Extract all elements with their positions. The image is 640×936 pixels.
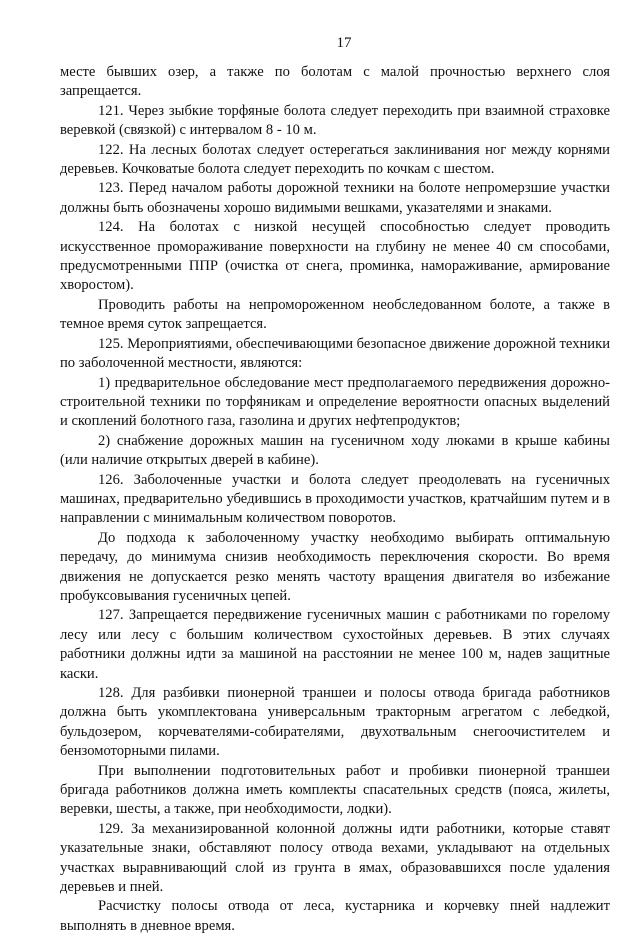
paragraph-129-note: Расчистку полосы отвода от леса, кустарника и корчевку пней надлежит выполнять в дневное время. (60, 898, 610, 934)
paragraph-127: 127. Запрещается передвижение гусеничных машин с работниками по горелому лесу или лесу с большим количеством сухостойных деревьев. В этих случаях работники должны идти за машиной на расстоянии не менее 100 м, надев защитные каски. (60, 607, 610, 682)
paragraph-128: 128. Для разбивки пионерной траншеи и полосы отвода бригада работников должна быть укомплектована универсальным тракторным агрегатом с лебедкой, бульдозером, корчевателями-собирателями, двухотвальным снегоочистителем и бензомоторными пилами. (60, 685, 610, 760)
document-body (60, 63, 610, 936)
paragraph-122: 122. На лесных болотах следует остерегаться заклинивания ног между корнями деревьев. Кочковатые болота следует переходить по кочкам с шестом. (60, 141, 610, 178)
paragraph-129: 129. За механизированной колонной должны идти работники, которые ставят указательные знаки, обставляют полосу отвода вехами, укладывают на отдельных участках выравнивающий слой из грунта в ямах, образовавшихся после удаления деревьев и пней. (60, 820, 610, 896)
page-number: 17 (336, 35, 352, 51)
paragraph-125-item-1: 1) предварительное обследование мест предполагаемого передвижения дорожно-строительной техники по торфяникам и определение вероятности опасных выделений и скоплений болотного газа, газолина и других нефтепродуктов; (60, 374, 610, 430)
paragraph-121: 121. Через зыбкие торфяные болота следует переходить при взаимной страховке веревкой (связкой) с интервалом 8 - 10 м. (60, 102, 610, 139)
paragraph-continuation: месте бывших озер, а также по болотам с малой прочностью верхнего слоя запрещается. (60, 64, 610, 100)
paragraph-124: 124. На болотах с низкой несущей способностью следует проводить искусственное промораживание поверхности на глубину не менее 40 см способами, предусмотренными ППР (очистка от снега, проминка, намораживание, армирование хворостом). (60, 219, 610, 294)
paragraph-125-item-2: 2) снабжение дорожных машин на гусеничном ходу люками в крыше кабины (или наличие открытых дверей в кабине). (60, 432, 610, 469)
paragraph-126-note: До подхода к заболоченному участку необходимо выбирать оптимальную передачу, до минимума снизив необходимость переключения скорости. Во время движения не допускается резко менять частоту вращения двигателя во избежание пробуксовывания гусеничных цепей. (60, 529, 610, 604)
paragraph-126: 126. Заболоченные участки и болота следует преодолевать на гусеничных машинах, предварительно убедившись в проходимости участков, кратчайшим путем и в направлении с минимальным количеством поворотов. (60, 471, 610, 527)
paragraph-124-note: Проводить работы на непромороженном необследованном болоте, а также в темное время суток запрещается. (60, 296, 610, 333)
paragraph-123: 123. Перед началом работы дорожной техники на болоте непромерзшие участки должны быть обозначены хорошо видимыми вешками, указателями и знаками. (60, 180, 610, 216)
paragraph-128-note: При выполнении подготовительных работ и пробивки пионерной траншеи бригада работников должна иметь комплекты спасательных средств (пояса, жилеты, веревки, шесты, а также, при необходимости, лодки). (60, 762, 610, 818)
paragraph-125: 125. Мероприятиями, обеспечивающими безопасное движение дорожной техники по заболоченной местности, являются: (60, 335, 611, 372)
